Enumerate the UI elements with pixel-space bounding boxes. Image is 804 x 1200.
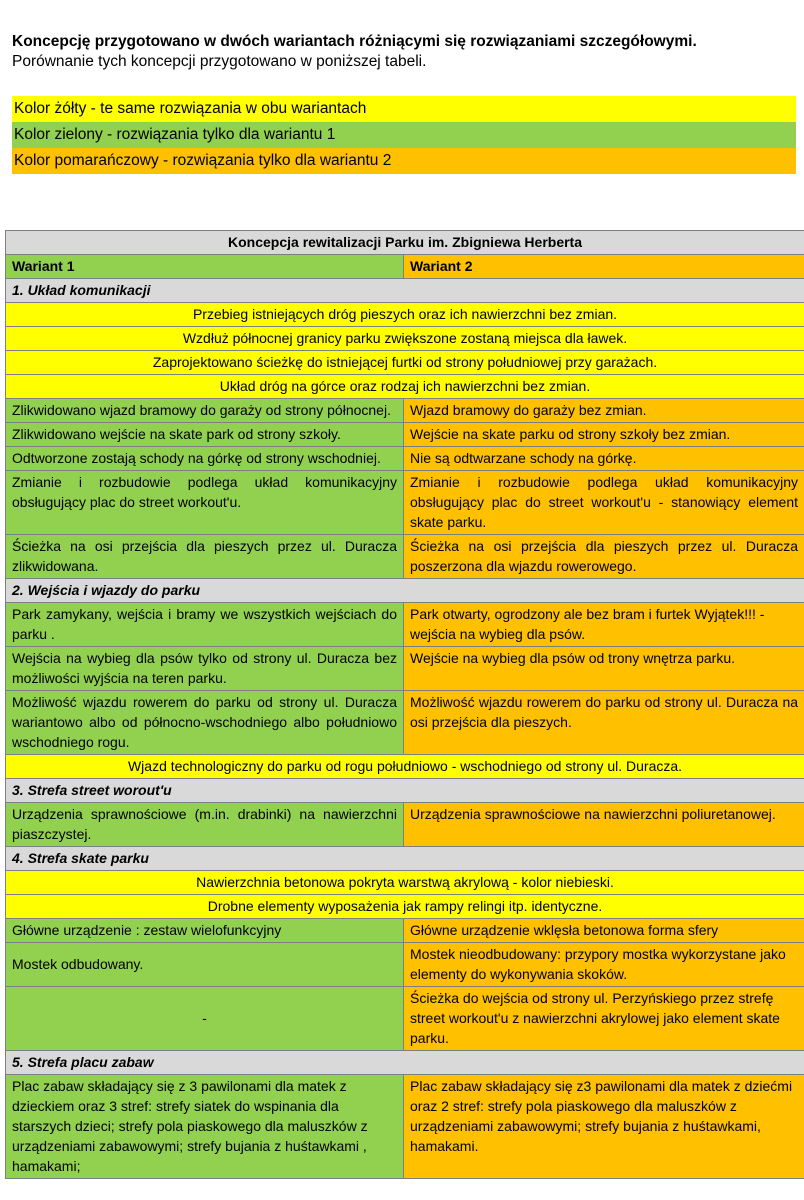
variant-1-cell: Możliwość wjazdu rowerem do parku od strony ul. Duracza wariantowo albo od północno-wschodniego albo południowo wschodniego rogu. bbox=[6, 691, 404, 755]
column-header-variant-2: Wariant 2 bbox=[404, 255, 804, 279]
comparison-table bbox=[5, 230, 804, 1179]
variant-2-cell: Główne urządzenie wklęsła betonowa forma sfery bbox=[404, 919, 804, 943]
variant-2-cell: Możliwość wjazdu rowerem do parku od strony ul. Duracza na osi przejścia dla pieszych. bbox=[404, 691, 804, 755]
table-header-row bbox=[6, 255, 804, 279]
section-heading-row bbox=[6, 579, 804, 603]
table-title-row bbox=[6, 231, 804, 255]
table-row bbox=[6, 399, 804, 423]
legend-green: Kolor zielony - rozwiązania tylko dla wariantu 1 bbox=[12, 122, 796, 148]
table-row bbox=[6, 919, 804, 943]
variant-2-cell: Ścieżka do wejścia od strony ul. Perzyńskiego przez strefę street workout'u z nawierzchni akrylowej jako element skate parku. bbox=[404, 987, 804, 1051]
common-cell: Przebieg istniejących dróg pieszych oraz ich nawierzchni bez zmian. bbox=[6, 303, 804, 327]
variant-1-cell: Odtworzone zostają schody na górkę od strony wschodniej. bbox=[6, 447, 404, 471]
table-row bbox=[6, 647, 804, 691]
common-row bbox=[6, 871, 804, 895]
common-cell: Nawierzchnia betonowa pokryta warstwą akrylową - kolor niebieski. bbox=[6, 871, 804, 895]
common-row bbox=[6, 375, 804, 399]
variant-2-cell: Park otwarty, ogrodzony ale bez bram i furtek Wyjątek!!! - wejścia na wybieg dla psów. bbox=[404, 603, 804, 647]
intro bbox=[12, 32, 792, 72]
variant-2-cell: Plac zabaw składający się z3 pawilonami dla matek z dziećmi oraz 2 stref: strefy pola piaskowego dla maluszków z urządzeniami zabawowymi; strefy bujania z huśtawkami, hamakami. bbox=[404, 1075, 804, 1179]
table-row bbox=[6, 423, 804, 447]
section-heading: 5. Strefa placu zabaw bbox=[6, 1051, 804, 1075]
variant-1-cell: Mostek odbudowany. bbox=[6, 943, 404, 987]
section-heading: 4. Strefa skate parku bbox=[6, 847, 804, 871]
variant-1-cell: Zmianie i rozbudowie podlega układ komunikacyjny obsługujący plac do street workout'u. bbox=[6, 471, 404, 535]
variant-1-cell: Urządzenia sprawnościowe (m.in. drabinki) na nawierzchni piaszczystej. bbox=[6, 803, 404, 847]
table-row bbox=[6, 447, 804, 471]
table-title: Koncepcja rewitalizacji Parku im. Zbigniewa Herberta bbox=[6, 231, 804, 255]
variant-2-cell: Urządzenia sprawnościowe na nawierzchni poliuretanowej. bbox=[404, 803, 804, 847]
common-cell: Wzdłuż północnej granicy parku zwiększone zostaną miejsca dla ławek. bbox=[6, 327, 804, 351]
common-cell: Drobne elementy wyposażenia jak rampy relingi itp. identyczne. bbox=[6, 895, 804, 919]
variant-1-cell: Plac zabaw składający się z 3 pawilonami dla matek z dzieckiem oraz 3 stref: strefy siatek do wspinania dla starszych dzieci; strefy pola piaskowego dla maluszków z urządzeniami zabawowymi; strefy bujania z huśtawkami , hamakami; bbox=[6, 1075, 404, 1179]
legend-yellow: Kolor żółty - te same rozwiązania w obu wariantach bbox=[12, 96, 796, 122]
common-row bbox=[6, 327, 804, 351]
legend-orange: Kolor pomarańczowy - rozwiązania tylko dla wariantu 2 bbox=[12, 148, 796, 174]
table-row bbox=[6, 987, 804, 1051]
column-header-variant-1: Wariant 1 bbox=[6, 255, 404, 279]
common-row bbox=[6, 351, 804, 375]
variant-2-cell: Nie są odtwarzane schody na górkę. bbox=[404, 447, 804, 471]
section-heading: 3. Strefa street worout'u bbox=[6, 779, 804, 803]
table-row bbox=[6, 471, 804, 535]
section-heading-row bbox=[6, 779, 804, 803]
common-row bbox=[6, 895, 804, 919]
section-heading: 1. Układ komunikacji bbox=[6, 279, 804, 303]
variant-1-cell: Ścieżka na osi przejścia dla pieszych przez ul. Duracza zlikwidowana. bbox=[6, 535, 404, 579]
intro-subtitle: Porównanie tych koncepcji przygotowano w poniższej tabeli. bbox=[12, 53, 427, 70]
section-heading-row bbox=[6, 847, 804, 871]
common-row bbox=[6, 755, 804, 779]
variant-2-cell: Ścieżka na osi przejścia dla pieszych przez ul. Duracza poszerzona dla wjazdu rowerowego. bbox=[404, 535, 804, 579]
variant-1-cell: - bbox=[6, 987, 404, 1051]
variant-1-cell: Zlikwidowano wjazd bramowy do garaży od strony północnej. bbox=[6, 399, 404, 423]
variant-1-cell: Główne urządzenie : zestaw wielofunkcyjny bbox=[6, 919, 404, 943]
variant-1-cell: Zlikwidowano wejście na skate park od strony szkoły. bbox=[6, 423, 404, 447]
section-heading: 2. Wejścia i wjazdy do parku bbox=[6, 579, 804, 603]
table-row bbox=[6, 691, 804, 755]
common-cell: Układ dróg na górce oraz rodzaj ich nawierzchni bez zmian. bbox=[6, 375, 804, 399]
table-row bbox=[6, 803, 804, 847]
table-row bbox=[6, 603, 804, 647]
variant-1-cell: Park zamykany, wejścia i bramy we wszystkich wejściach do parku . bbox=[6, 603, 404, 647]
table-row bbox=[6, 535, 804, 579]
color-legend bbox=[12, 96, 796, 174]
common-cell: Wjazd technologiczny do parku od rogu południowo - wschodniego od strony ul. Duracza. bbox=[6, 755, 804, 779]
variant-2-cell: Wejście na skate parku od strony szkoły bez zmian. bbox=[404, 423, 804, 447]
variant-2-cell: Wejście na wybieg dla psów od trony wnętrza parku. bbox=[404, 647, 804, 691]
section-heading-row bbox=[6, 1051, 804, 1075]
variant-2-cell: Wjazd bramowy do garaży bez zmian. bbox=[404, 399, 804, 423]
section-heading-row bbox=[6, 279, 804, 303]
variant-2-cell: Mostek nieodbudowany: przypory mostka wykorzystane jako elementy do wykonywania skoków. bbox=[404, 943, 804, 987]
intro-heading: Koncepcję przygotowano w dwóch wariantach różniącymi się rozwiązaniami szczegółowymi. bbox=[12, 33, 697, 50]
common-row bbox=[6, 303, 804, 327]
table-row bbox=[6, 943, 804, 987]
table-row bbox=[6, 1075, 804, 1179]
variant-1-cell: Wejścia na wybieg dla psów tylko od strony ul. Duracza bez możliwości wyjścia na teren parku. bbox=[6, 647, 404, 691]
common-cell: Zaprojektowano ścieżkę do istniejącej furtki od strony południowej przy garażach. bbox=[6, 351, 804, 375]
variant-2-cell: Zmianie i rozbudowie podlega układ komunikacyjny obsługujący plac do street workout'u - stanowiący element skate parku. bbox=[404, 471, 804, 535]
